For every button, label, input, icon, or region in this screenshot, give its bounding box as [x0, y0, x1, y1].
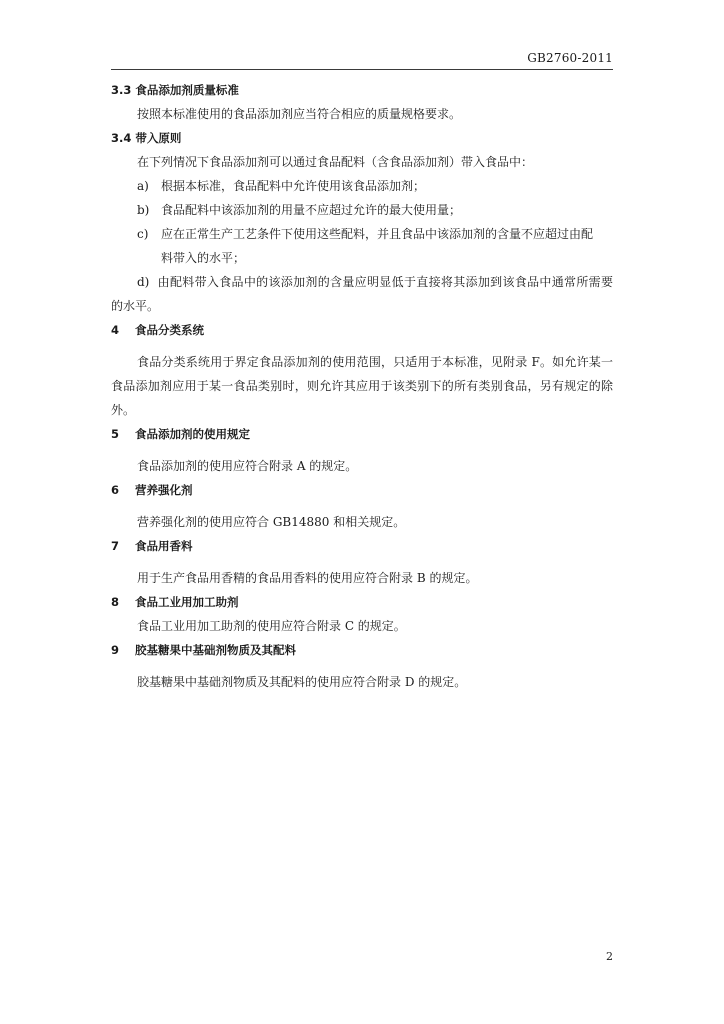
list-item [111, 174, 613, 198]
list-item-d [111, 270, 613, 318]
section-9-text: 胶基糖果中基础剂物质及其配料的使用应符合附录 D 的规定。 [137, 675, 467, 689]
section-4-heading [111, 318, 613, 342]
list-text: 应在正常生产工艺条件下使用这些配料，并且食品中该添加剂的含量不应超过由配 [161, 227, 594, 241]
section-number: 3.4 [111, 131, 132, 145]
list-text: 食品配料中该添加剂的用量不应超过允许的最大使用量； [161, 203, 462, 217]
standard-code: GB2760-2011 [527, 51, 613, 65]
section-number: 8 [111, 595, 120, 609]
section-3-4-heading [111, 126, 613, 150]
section-6-text: 营养强化剂的使用应符合 GB14880 和相关规定。 [137, 515, 406, 529]
header-rule [111, 69, 613, 70]
section-3-3-text: 按照本标准使用的食品添加剂应当符合相应的质量规格要求。 [137, 107, 462, 121]
section-title: 胶基糖果中基础剂物质及其配料 [135, 643, 296, 657]
section-5-text: 食品添加剂的使用应符合附录 A 的规定。 [137, 459, 358, 473]
section-title: 营养强化剂 [135, 483, 193, 497]
list-text: 由配料带入食品中的该添加剂的含量应明显低于直接将其添加到该食品中通常所需要的水平。 [111, 275, 613, 313]
section-title: 食品分类系统 [135, 323, 204, 337]
section-3-4-intro: 在下列情况下食品添加剂可以通过食品配料（含食品添加剂）带入食品中： [137, 155, 534, 169]
section-3-3-heading [111, 78, 613, 102]
section-6-heading [111, 478, 613, 502]
document-body [111, 78, 613, 694]
section-4-text: 食品分类系统用于界定食品添加剂的使用范围，只适用于本标准，见附录 F。如允许某一食品添加剂应用于某一食品类别时，则允许其应用于该类别下的所有类别食品，另有规定的除外。 [111, 355, 613, 417]
section-number: 9 [111, 643, 120, 657]
section-title: 食品用香料 [135, 539, 193, 553]
section-title: 食品添加剂质量标准 [135, 83, 239, 97]
section-title: 食品工业用加工助剂 [135, 595, 239, 609]
section-number: 3.3 [111, 83, 132, 97]
list-text-continuation: 料带入的水平； [161, 251, 246, 265]
section-9-heading [111, 638, 613, 662]
list-text: 根据本标准，食品配料中允许使用该食品添加剂； [161, 179, 426, 193]
list-item [111, 222, 613, 270]
section-number: 6 [111, 483, 120, 497]
section-7-text: 用于生产食品用香精的食品用香料的使用应符合附录 B 的规定。 [137, 571, 478, 585]
section-number: 4 [111, 323, 120, 337]
section-8-heading [111, 590, 613, 614]
list-marker: d) [137, 275, 150, 289]
page-number: 2 [606, 950, 613, 963]
section-5-heading [111, 422, 613, 446]
section-title: 带入原则 [135, 131, 182, 145]
section-number: 7 [111, 539, 120, 553]
list-item [111, 198, 613, 222]
section-title: 食品添加剂的使用规定 [135, 427, 250, 441]
list-marker: c) [137, 227, 149, 241]
section-number: 5 [111, 427, 120, 441]
section-7-heading [111, 534, 613, 558]
list-marker: a) [137, 179, 149, 193]
section-8-text: 食品工业用加工助剂的使用应符合附录 C 的规定。 [137, 619, 406, 633]
list-marker: b) [137, 203, 150, 217]
